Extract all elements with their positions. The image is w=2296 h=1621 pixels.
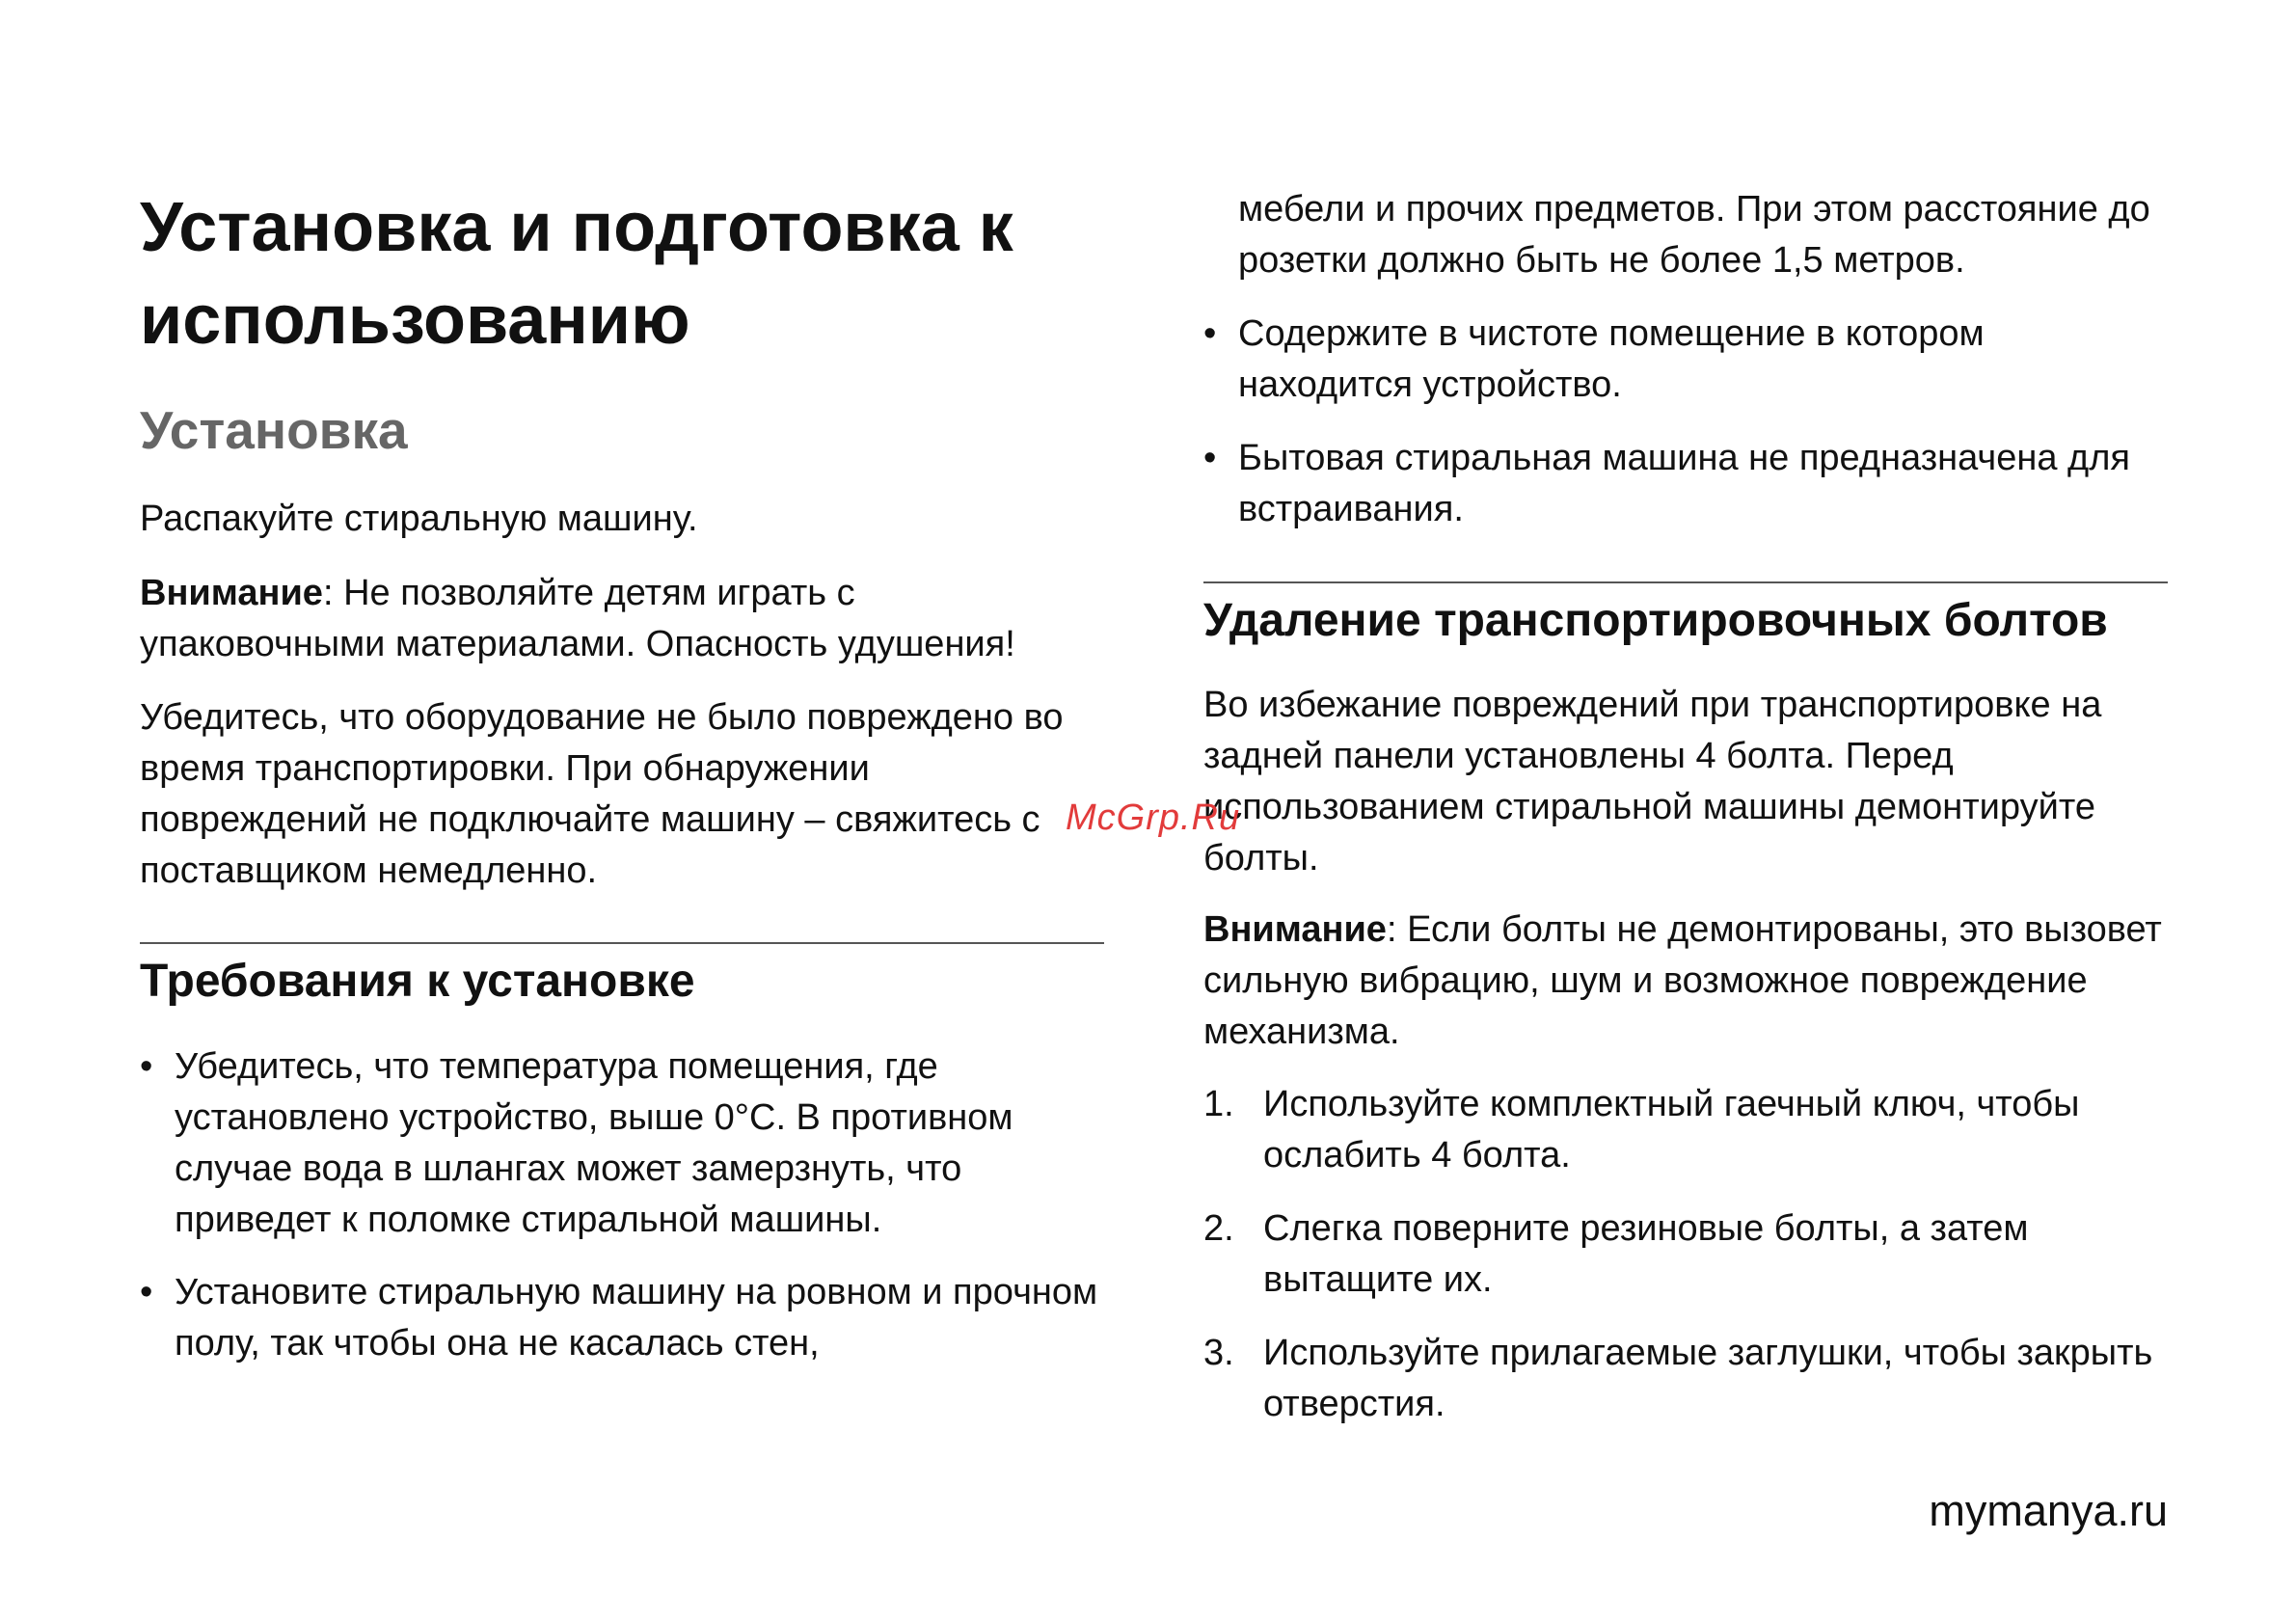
- bullet-glyph: •: [140, 1272, 153, 1312]
- warning-paragraph-2: [1203, 905, 2168, 1058]
- warning-text: : Если болты не демонтированы, это вызовет сильную вибрацию, шум и возможное повреждение механизма.: [1203, 909, 2162, 1052]
- step-number: 1.: [1203, 1084, 1234, 1124]
- list-item-text: Убедитесь, что температура помещения, где установлено устройство, выше 0°С. В противном случае вода в шлангах может замерзнуть, что приведет к поломке стиральной машины.: [175, 1046, 1013, 1240]
- list-item: [1203, 309, 2168, 411]
- list-item: [1203, 1079, 2168, 1181]
- list-item: [1203, 433, 2168, 535]
- section-divider: [1203, 581, 2168, 583]
- section-title-installation: Установка: [140, 400, 408, 460]
- warning-label: Внимание: [140, 573, 323, 613]
- continuation-paragraph: мебели и прочих предметов. При этом расстояние до розетки должно быть не более 1,5 метров.: [1238, 189, 2150, 281]
- step-number: 3.: [1203, 1333, 1234, 1373]
- step-text: Используйте комплектный гаечный ключ, чтобы ослабить 4 болта.: [1263, 1084, 2080, 1175]
- bullet-glyph: •: [140, 1046, 153, 1087]
- step-text: Используйте прилагаемые заглушки, чтобы закрыть отверстия.: [1263, 1333, 2153, 1424]
- bullet-glyph: •: [1203, 438, 1217, 478]
- list-item: [140, 1041, 1100, 1246]
- bolts-intro-paragraph: Во избежание повреждений при транспортировке на задней панели установлены 4 болта. Перед использованием стиральной машины демонтируйте болты.: [1203, 685, 2102, 878]
- list-item-text: Содержите в чистоте помещение в котором находится устройство.: [1238, 313, 1985, 405]
- step-number: 2.: [1203, 1208, 1234, 1249]
- list-item: [1203, 1203, 2168, 1306]
- damage-check-paragraph: Убедитесь, что оборудование не было повреждено во время транспортировки. При обнаружении повреждений не подключайте машину – свяжитесь с поставщиком немедленно.: [140, 697, 1064, 891]
- section-divider: [140, 942, 1104, 944]
- requirements-heading: Требования к установке: [140, 956, 695, 1007]
- page-title: Установка и подготовка к использованию: [140, 189, 1013, 359]
- warning-paragraph-1: [140, 568, 1104, 670]
- warning-label: Внимание: [1203, 909, 1387, 950]
- unpack-paragraph: Распакуйте стиральную машину.: [140, 499, 698, 539]
- bullet-glyph: •: [1203, 313, 1217, 354]
- bolts-heading: Удаление транспортировочных болтов: [1203, 595, 2108, 646]
- list-item-text: Бытовая стиральная машина не предназначена для встраивания.: [1238, 438, 2130, 529]
- warning-text: : Не позволяйте детям играть с упаковочными материалами. Опасность удушения!: [140, 573, 1015, 664]
- footer-site-link[interactable]: mymanya.ru: [1929, 1486, 2168, 1535]
- list-item: [140, 1267, 1100, 1369]
- list-item: [1203, 1328, 2168, 1430]
- watermark: McGrp.Ru: [1066, 797, 1241, 838]
- list-item-text: Установите стиральную машину на ровном и прочном полу, так чтобы она не касалась стен,: [175, 1272, 1098, 1364]
- step-text: Слегка поверните резиновые болты, а затем вытащите их.: [1263, 1208, 2029, 1300]
